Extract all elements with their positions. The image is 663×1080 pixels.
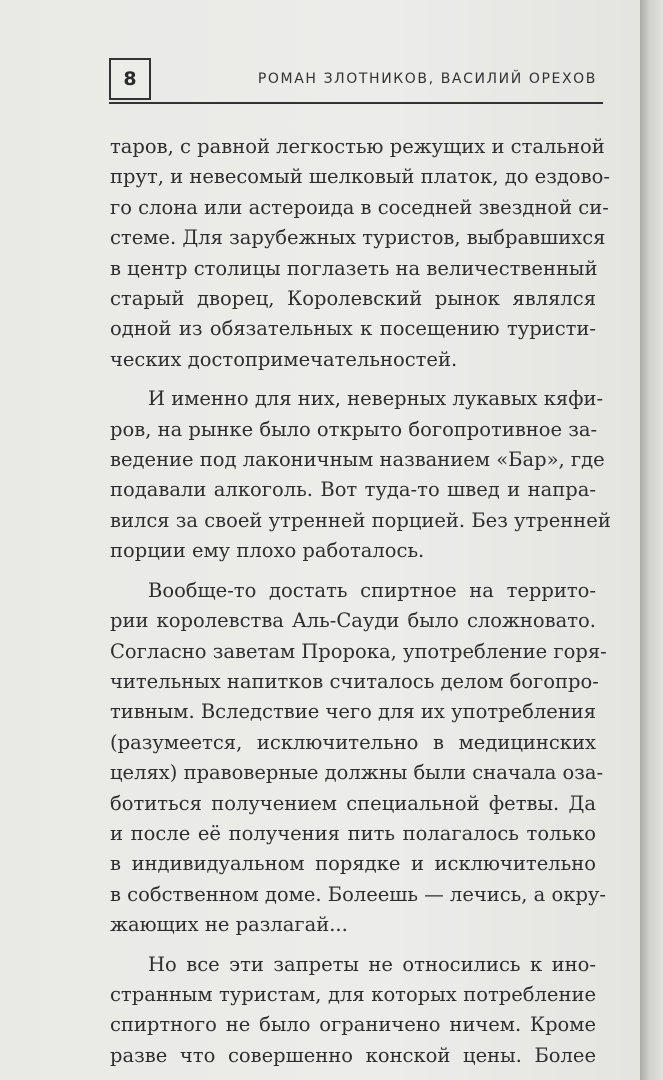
text-line: в собственном доме. Болеешь — лечись, а окру- [110,882,606,906]
body-text [110,132,611,1080]
paragraph [110,950,596,1072]
text-line: ботиться получением специальной фетвы. Да [110,791,596,815]
text-line: И именно для них, неверных лукавых кяфи- [148,387,604,411]
page-header [109,58,603,104]
text-line: Согласно заветам Пророка, употребление горя- [110,639,607,663]
text-line: одной из обязательных к посещению туристи- [110,317,596,341]
text-line: странным туристам, для которых потребление [110,982,596,1006]
text-line: таров, с равной легкостью режущих и стальной [110,135,605,158]
text-line: в центр столицы поглазеть на величественный [110,256,598,280]
text-line: вился за своей утренней порцией. Без утренней [110,508,611,532]
text-line: ров, на рынке было открыто богопротивное за- [110,417,598,441]
text-line: (разумеется, исключительно в медицинских [110,730,596,754]
text-line: рии королевства Аль-Сауди было сложновато. [110,609,596,633]
text-line: подавали алкоголь. Вот туда-то швед и напра- [110,478,596,502]
text-line: Но все эти запреты не относились к ино- [148,952,596,976]
text-line: спиртного не было ограничено ничем. Кроме [110,1013,596,1037]
text-line: ческих достопримечательностей. [110,347,458,371]
text-line: в индивидуальном порядке и исключительно [110,852,596,876]
text-line: и после её получения пить полагалось только [110,821,596,845]
text-line: целях) правоверные должны были сначала оза- [110,761,604,785]
page-edge-shadow [640,0,663,1080]
text-line: разве что совершенно конской цены. Более [110,1043,596,1067]
paragraph [110,576,607,941]
running-head: РОМАН ЗЛОТНИКОВ, ВАСИЛИЙ ОРЕХОВ [257,71,597,87]
paragraph [110,384,611,566]
text-line: порции ему плохо работалось. [110,539,425,563]
page-number: 8 [109,58,151,100]
text-line: тивным. Вследствие чего для их употребления [110,700,597,724]
text-line: го слона или астероида в соседней звездной си- [110,195,609,219]
text-line: ведение под лаконичным названием «Бар», где [110,448,605,472]
text-line: Вообще-то достать спиртное на террито- [148,578,596,602]
text-line: старый дворец, Королевский рынок являлся [110,287,596,311]
text-line: жающих не разлагай... [110,913,348,937]
text-line: стеме. Для зарубежных туристов, выбравшихся [110,226,606,250]
text-line: прут, и невесомый шелковый платок, до ездово- [110,165,610,189]
paragraph [110,132,610,375]
text-line: чительных напитков считалось делом богопро- [110,669,599,693]
